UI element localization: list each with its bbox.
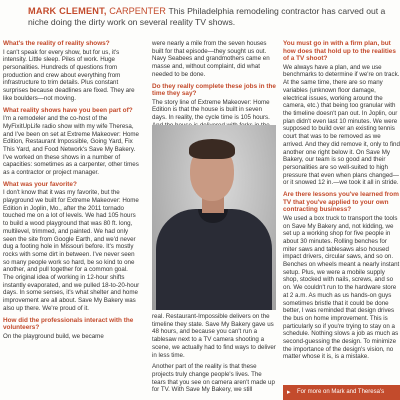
question: What's the reality of reality shows? bbox=[3, 40, 110, 47]
header-description: This Philadelphia remodeling contractor has carved out a niche doing the dirty work on several reality TV shows. bbox=[28, 6, 386, 27]
answer: We used a box truck to transport the tools on Save My Bakery and, not kidding, we set up a working shop for five people in about 30 minutes. Rolling benches for miter saws and tablesaws also housed impact drivers, circular saws, and so on. Benches on wheels meant a nearly instant setup. Plus, we were a mobile supply shop, stocked with nails, screws, and so on. We couldn't run to the hardware store at 2 a.m. As much as us hands-on guys sometimes bristle that it could be done better, I was reminded that design drives the bus on home improvement. This is particularly so if you're trying to stay on a schedule. Nothing slows a job as much as second-guessing the design. To minimize the importance of the design's vision, no matter whose it is, is a mistake. bbox=[283, 214, 400, 361]
paragraph: The story line of Extreme Makeover: Home Edition is that the house is built in seven days. In reality, the cycle time is 105 hours. bbox=[152, 98, 270, 122]
question: How did the professionals interact with the volunteers? bbox=[3, 316, 134, 332]
question: Are there lessons you've learned from TV that you've applied to your own contracting business? bbox=[283, 191, 399, 214]
photo-shirt bbox=[156, 209, 272, 310]
column-2-lower bbox=[152, 313, 276, 398]
question: You must go in with a firm plan, but how does that hold up to the realities of a TV shoot? bbox=[283, 40, 396, 63]
arrow-right-icon: ▸ bbox=[287, 389, 291, 396]
answer: I don't know that it was my favorite, but the playground we built for Extreme Makeover: Home Edition in Joplin, Mo., after the 2011 tornado touched me on a lot of levels. We had 105 hours to build a wood playground that was 80 ft. long, multilevel, trimmed, and painted. We had only seen the site from Google Earth, and we'd never dug a footing hole in Missouri before. It's mostly rocks with some dirt in between. I've never seen so many people work so hard, be so kind to one another, and pull together for a common goal. The original idea of working in 12-hour shifts instantly evaporated, and we pulled 18-to-20-hour days. In some senses, it's what shelter and home improvement are all about. Save My Bakery was also up there. We're proud of it. bbox=[3, 189, 140, 312]
question: Do they really complete these jobs in the time they say? bbox=[152, 82, 276, 98]
column-3 bbox=[283, 40, 400, 365]
author-role: CARPENTER bbox=[109, 6, 166, 16]
portrait-photo bbox=[152, 125, 276, 310]
answer: On the playground build, we became bbox=[3, 332, 104, 340]
more-info-text: For more on Mark and Theresa's bbox=[297, 389, 385, 395]
more-info-tab[interactable] bbox=[283, 385, 400, 400]
paragraph: real. Restaurant-Impossible delivers on the timeline they state. Save My Bakery gave us 48 hours, and because you can't run a tablesaw next to a TV camera shooting a scene, we actually had to find ways to deliver in less time. bbox=[152, 313, 276, 359]
paragraph: were nearly a mile from the seven houses built for that episode—they sought us out. Navy Seabees and grandmothers came en masse and, without complaint, did what needed to be done. bbox=[152, 40, 270, 78]
answer: I can't speak for every show, but for us, it's intensity. Little sleep. Piles of work. Huge personalities. Hundreds of questions from production and crew about everything from infrastructure to trim details. Plus constant surprises because deadlines are fixed. They are like boulders—not moving. bbox=[3, 48, 135, 102]
article-header bbox=[28, 6, 400, 34]
question: What reality shows have you been part of? bbox=[3, 106, 133, 114]
photo-hair bbox=[189, 139, 235, 159]
answer: I'm a remodeler and the co-host of the MyFixitUpLife radio show with my wife Theresa, and I've been on set at Extreme Makeover: Home Edition, Restaurant Impossible, Going Yard, Fix This Yard, and Food Network's Save My Bakery. I've worked on these shows in a number of capacities: sometimes as a carpenter, other times as a contractor or project manager. bbox=[3, 115, 140, 177]
paragraph: Another part of the reality is that these projects truly change people's lives. The tears that you see on camera aren't made up for TV. With Save My Bakery, we still bbox=[152, 363, 275, 394]
answer: We always have a plan, and we use benchmarks to determine if we're on track. At the same time, there are so many variables (unknown floor damage, electrical issues, working around the camera, etc.) that being too granular with the timeline doesn't pan out. In Joplin, our plan didn't even last 10 minutes. We were supposed to build over an existing tennis court that was to be removed as we arrived. And they did remove it, only to find another one right below it. On Save My Bakery, our team is so good and their personalities are so well-suited to high pressure that even when plans changed—or it snowed 12 in.—we took it all in stride. bbox=[283, 63, 400, 187]
question: What was your favorite? bbox=[3, 180, 77, 188]
header-line bbox=[28, 6, 400, 28]
author-name: MARK CLEMENT, bbox=[28, 6, 107, 16]
column-1 bbox=[0, 40, 140, 344]
